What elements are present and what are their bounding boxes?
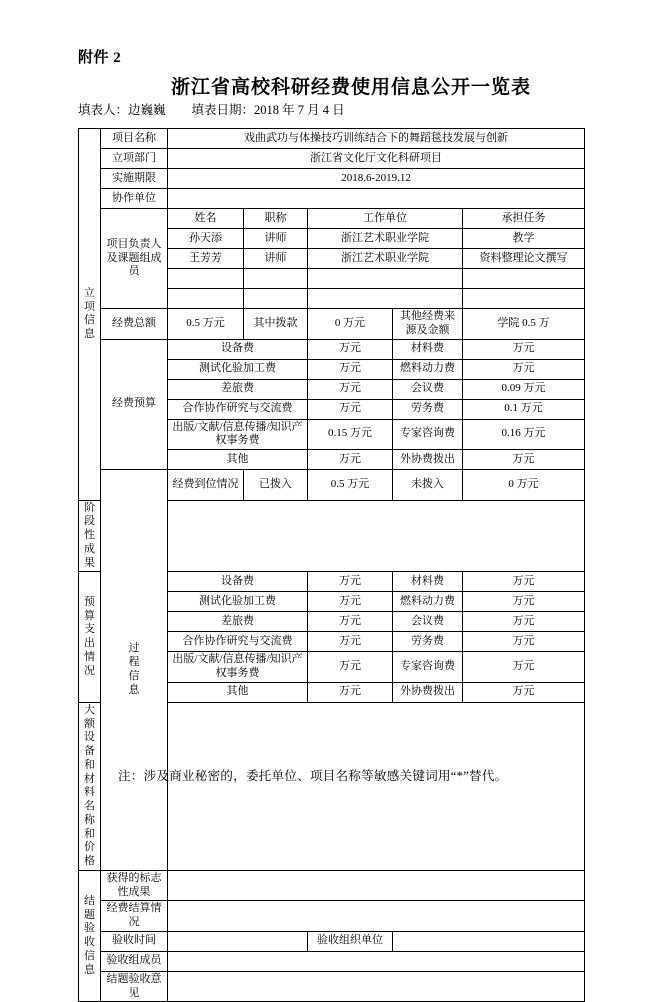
other-source-value[interactable]: 学院 0.5 万 (463, 309, 585, 340)
budget-left-label: 设备费 (168, 339, 308, 359)
expenditure-right-label: 外协费拨出 (393, 682, 463, 702)
expenditure-left-value[interactable]: 万元 (308, 612, 393, 632)
team-member-task[interactable] (463, 269, 585, 289)
budget-right-value[interactable]: 0.16 万元 (463, 419, 585, 450)
team-member-unit[interactable] (308, 269, 463, 289)
table-row (79, 931, 585, 951)
table-row (79, 209, 585, 229)
other-source-label: 其他经费来源及金额 (393, 309, 463, 340)
expenditure-right-value[interactable]: 万元 (463, 612, 585, 632)
budget-left-value[interactable]: 万元 (308, 359, 393, 379)
date-label: 填表日期： (191, 103, 255, 117)
period-value[interactable]: 2018.6-2019.12 (168, 169, 585, 189)
team-member-name[interactable] (168, 269, 244, 289)
large-equipment-value[interactable] (168, 702, 585, 870)
expenditure-right-value[interactable]: 万元 (463, 632, 585, 652)
team-member-name[interactable]: 孙天添 (168, 229, 244, 249)
settlement-label: 经费结算情况 (101, 901, 168, 932)
date-value: 2018 年 7 月 4 日 (254, 103, 345, 117)
expenditure-right-label: 会议费 (393, 612, 463, 632)
section-label-process-char-2: 信 (128, 669, 140, 682)
page-title: 浙江省高校科研经费使用信息公开一览表 (170, 77, 531, 98)
team-header-name: 姓名 (168, 209, 244, 229)
table-row (79, 870, 585, 901)
section-label-acceptance (79, 870, 101, 1002)
expenditure-right-label: 材料费 (393, 572, 463, 592)
project-name-value[interactable]: 戏曲武功与体操技巧训练结合下的舞蹈毯技发展与创新 (168, 129, 585, 149)
expenditure-left-label: 合作协作研究与交流费 (168, 632, 308, 652)
section-label-acceptance-char-5: 息 (84, 963, 95, 976)
allocation-value[interactable]: 0 万元 (308, 309, 393, 340)
accept-time-label: 验收时间 (101, 931, 168, 951)
team-header-unit: 工作单位 (308, 209, 463, 229)
section-label-approval-char-2: 信 (84, 314, 95, 327)
budget-right-value[interactable]: 0.09 万元 (463, 379, 585, 399)
team-member-name[interactable] (168, 289, 244, 309)
table-row (79, 901, 585, 932)
expenditure-left-value[interactable]: 万元 (308, 632, 393, 652)
budget-left-label: 合作协作研究与交流费 (168, 399, 308, 419)
section-label-process-char-1: 程 (128, 656, 140, 669)
expenditure-left-label: 差旅费 (168, 612, 308, 632)
stage-results-value[interactable] (168, 500, 585, 572)
team-header-task: 承担任务 (463, 209, 585, 229)
expenditure-right-label: 燃料动力费 (393, 592, 463, 612)
expenditure-left-label: 其他 (168, 682, 308, 702)
settlement-value[interactable] (168, 901, 585, 932)
expenditure-right-value[interactable]: 万元 (463, 572, 585, 592)
budget-right-value[interactable]: 万元 (463, 450, 585, 470)
budget-right-label: 会议费 (393, 379, 463, 399)
section-label-approval-char-3: 息 (84, 328, 95, 340)
expenditure-right-value[interactable]: 万元 (463, 652, 585, 683)
allocated-value[interactable]: 0.5 万元 (308, 470, 393, 501)
large-equipment-label: 大额设备和材料名称和价格 (79, 702, 101, 870)
budget-left-value[interactable]: 万元 (308, 399, 393, 419)
expenditure-right-value[interactable]: 万元 (463, 682, 585, 702)
allocation-label: 其中拨款 (244, 309, 308, 340)
team-member-unit[interactable]: 浙江艺术职业学院 (308, 249, 463, 269)
allocated-label: 已拨入 (244, 470, 308, 501)
expenditure-left-label: 测试化验加工费 (168, 592, 308, 612)
section-label-process (101, 470, 168, 871)
funds-arrival-label: 经费到位情况 (168, 470, 244, 501)
table-row (79, 149, 585, 169)
section-label-acceptance-char-0: 结 (84, 894, 95, 907)
team-member-task[interactable]: 资料整理论文撰写 (463, 249, 585, 269)
expenditure-label: 预算支出情况 (79, 572, 101, 703)
table-row (79, 169, 585, 189)
table-row (79, 339, 585, 359)
budget-left-label: 测试化验加工费 (168, 359, 308, 379)
budget-left-label: 出版/文献/信息传播/知识产权事务费 (168, 419, 308, 450)
budget-right-value[interactable]: 万元 (463, 339, 585, 359)
section-label-process-char-3: 息 (128, 683, 140, 696)
budget-left-label: 其他 (168, 450, 308, 470)
section-label-process-char-0: 过 (128, 642, 140, 655)
expenditure-left-value[interactable]: 万元 (308, 652, 393, 683)
table-row (79, 189, 585, 209)
department-value[interactable]: 浙江省文化厅文化科研项目 (168, 149, 585, 169)
section-label-acceptance-char-1: 题 (84, 908, 95, 921)
team-member-unit[interactable]: 浙江艺术职业学院 (308, 229, 463, 249)
department-label: 立项部门 (101, 149, 168, 169)
section-label-acceptance-char-2: 验 (84, 922, 95, 935)
footer-note: 注：涉及商业秘密的，委托单位、项目名称等敏感关键词用“*”替代。 (118, 769, 508, 783)
accept-opinion-label: 结题验收意见 (101, 971, 168, 1002)
unallocated-value[interactable]: 0 万元 (463, 470, 585, 501)
table-row (79, 470, 585, 501)
expenditure-left-value[interactable]: 万元 (308, 592, 393, 612)
expenditure-right-label: 专家咨询费 (393, 652, 463, 683)
table-row (79, 971, 585, 1002)
expenditure-right-value[interactable]: 万元 (463, 592, 585, 612)
cooperating-unit-value[interactable] (168, 189, 585, 209)
expenditure-left-label: 设备费 (168, 572, 308, 592)
attachment-label: 附件 2 (78, 50, 122, 66)
budget-left-value[interactable]: 万元 (308, 339, 393, 359)
team-member-title[interactable]: 讲师 (244, 229, 308, 249)
budget-right-label: 专家咨询费 (393, 419, 463, 450)
budget-left-value[interactable]: 0.15 万元 (308, 419, 393, 450)
team-member-task[interactable]: 教学 (463, 229, 585, 249)
budget-right-label: 劳务费 (393, 399, 463, 419)
team-member-title[interactable]: 讲师 (244, 249, 308, 269)
budget-right-label: 外协费拨出 (393, 450, 463, 470)
expenditure-right-label: 劳务费 (393, 632, 463, 652)
accept-members-value[interactable] (168, 951, 585, 971)
section-label-approval-char-0: 立 (84, 286, 95, 299)
accept-opinion-value[interactable] (168, 971, 585, 1002)
section-label-acceptance-char-3: 收 (84, 936, 95, 948)
table-row (79, 951, 585, 971)
section-label-approval (79, 129, 101, 501)
team-member-name[interactable]: 王芳芳 (168, 249, 244, 269)
team-header-title: 职称 (244, 209, 308, 229)
total-funds-value[interactable]: 0.5 万元 (168, 309, 244, 340)
team-member-title[interactable] (244, 289, 308, 309)
expenditure-left-label: 出版/文献/信息传播/知识产权事务费 (168, 652, 308, 683)
cooperating-unit-label: 协作单位 (101, 189, 168, 209)
section-label-approval-char-1: 项 (84, 300, 95, 313)
team-label: 项目负责人及课题组成员 (101, 209, 168, 309)
project-name-label: 项目名称 (101, 129, 168, 149)
budget-left-value[interactable]: 万元 (308, 379, 393, 399)
form-meta-row (78, 100, 345, 118)
landmark-results-label: 获得的标志性成果 (101, 870, 168, 901)
table-row (79, 309, 585, 340)
budget-right-label: 材料费 (393, 339, 463, 359)
accept-org-label: 验收组织单位 (308, 931, 393, 951)
stage-results-label: 阶段性成果 (79, 500, 101, 572)
expenditure-left-value[interactable]: 万元 (308, 572, 393, 592)
budget-right-value[interactable]: 0.1 万元 (463, 399, 585, 419)
table-row (79, 129, 585, 149)
period-label: 实施期限 (101, 169, 168, 189)
budget-left-label: 差旅费 (168, 379, 308, 399)
team-member-task[interactable] (463, 289, 585, 309)
accept-org-value[interactable] (393, 931, 585, 951)
total-funds-label: 经费总额 (101, 309, 168, 340)
unallocated-label: 未拨入 (393, 470, 463, 501)
team-member-title[interactable] (244, 269, 308, 289)
accept-time-value[interactable] (168, 931, 308, 951)
filler-name: 边巍巍 (128, 103, 166, 117)
team-member-unit[interactable] (308, 289, 463, 309)
landmark-results-value[interactable] (168, 870, 585, 901)
section-label-acceptance-char-4: 信 (84, 949, 95, 962)
accept-members-label: 验收组成员 (101, 951, 168, 971)
expenditure-left-value[interactable]: 万元 (308, 682, 393, 702)
information-disclosure-table (78, 128, 585, 1002)
budget-left-value[interactable]: 万元 (308, 450, 393, 470)
budget-label: 经费预算 (101, 339, 168, 470)
budget-right-value[interactable]: 万元 (463, 359, 585, 379)
filler-label: 填表人： (78, 103, 129, 117)
budget-right-label: 燃料动力费 (393, 359, 463, 379)
